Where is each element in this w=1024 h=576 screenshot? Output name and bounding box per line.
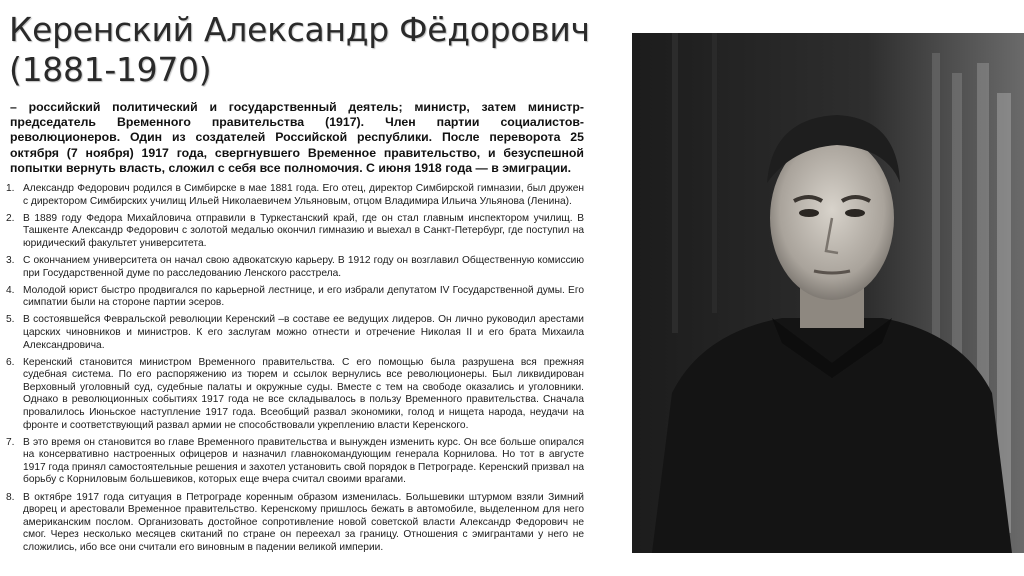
point-text: В это время он становится во главе Временного правительства и вынужден изменить курс. Он все больше опирался на консервативно настроенных офицеров и назначил главнокомандующим генерала Корнилова. Но тот в августе 1917 года принял самостоятельные решения и захотел установить свой порядок в Петрограде. Керенский призвал на борьбу с Корниловым большевиков, которых еще вчера считал своими врагами. — [23, 436, 584, 486]
point-number: 1. — [6, 183, 15, 194]
point-text: Керенский становится министром Временного правительства. С его помощью была разрушена вся прежняя судебная система. По его распоряжению из тюрем и ссылок вернулись все революционеры. Был ликвидирован Верховный уголовный суд, судебные палаты и окружные суды. Вместе с тем на свободе оказались и уголовники. Однако в революционных событиях 1917 года не все складывалось в пользу Временного правительства. Сначала провалилось Июньское наступление 1917 года. Всеобщий развал экономики, голод и нищета народа, неудачи на фронте и соответствующий развал армии не способствовали укреплению власти Керенского. — [23, 356, 584, 431]
point-text: Александр Федорович родился в Симбирске в мае 1881 года. Его отец, директор Симбирской гимназии, был дружен с директором Симбирских училищ Ильей Николаевичем Ульяновым, отцом Владимира Ильича Ульянова (Ленина). — [23, 183, 584, 207]
point-number: 6. — [6, 356, 15, 368]
title-years: (1881-1970) — [9, 50, 212, 89]
portrait-photo — [632, 33, 1024, 553]
point-number: 7. — [6, 436, 15, 448]
biography-point — [6, 183, 584, 208]
point-number: 8. — [6, 491, 15, 503]
page-title — [9, 10, 609, 90]
biography-point — [6, 492, 584, 555]
biography-point — [6, 213, 584, 251]
point-text: Молодой юрист быстро продвигался по карьерной лестнице, и его избрали депутатом IV Государственной думы. Его симпатии были на стороне партии эсеров. — [23, 284, 584, 309]
biography-point — [6, 255, 584, 280]
point-number: 5. — [6, 314, 15, 326]
point-number: 3. — [6, 254, 15, 266]
biography-list — [6, 183, 584, 559]
biography-point — [6, 437, 584, 487]
biography-point — [6, 314, 584, 352]
point-number: 2. — [6, 212, 15, 224]
portrait-image — [632, 33, 1024, 553]
point-number: 4. — [6, 284, 15, 296]
biography-point — [6, 285, 584, 310]
lead-paragraph: – российский политический и государственный деятель; министр, затем министр-председатель Временного правительства (1917). Член партии социалистов-революционеров. Один из создателей Российской республики. После переворота 25 октября (7 ноября) 1917 года, свергнувшего Временное правительство, и безуспешной попытки вернуть власть, сложил с себя все полномочия. С июня 1918 года — в эмиграции. — [10, 100, 584, 175]
point-text: С окончанием университета он начал свою адвокатскую карьеру. В 1912 году он возглавил Общественную комиссию при Государственной думе по расследованию Ленского расстрела. — [23, 254, 584, 279]
point-text: В октябре 1917 года ситуация в Петрограде коренным образом изменилась. Большевики штурмом взяли Зимний дворец и арестовали Временное правительство. Керенскому пришлось бежать в автомобиле, выделенном для него американским послом. Организовать достойное сопротивление новой советской власти Александр Федорович не смог. Через несколько месяцев скитаний по стране он переехал за границу. Отношения с эмигрантами у него не сложились, ибо все они считали его виновным в падении великой империи. — [23, 491, 584, 553]
biography-point — [6, 357, 584, 433]
point-text: В 1889 году Федора Михайловича отправили в Туркестанский край, где он стал главным инспектором училищ. В Ташкенте Александр Федорович с золотой медалью окончил гимназию и выехал в Санкт-Петербург, где поступил на юридический факультет университета. — [23, 212, 584, 249]
title-name: Керенский Александр Фёдорович — [9, 10, 590, 49]
point-text: В состоявшейся Февральской революции Керенский –в составе ее ведущих лидеров. Он лично руководил арестами царских чиновников и министров. К его заслугам можно отнести и отречение Николая II и его брата Михаила Александровича. — [23, 314, 584, 351]
